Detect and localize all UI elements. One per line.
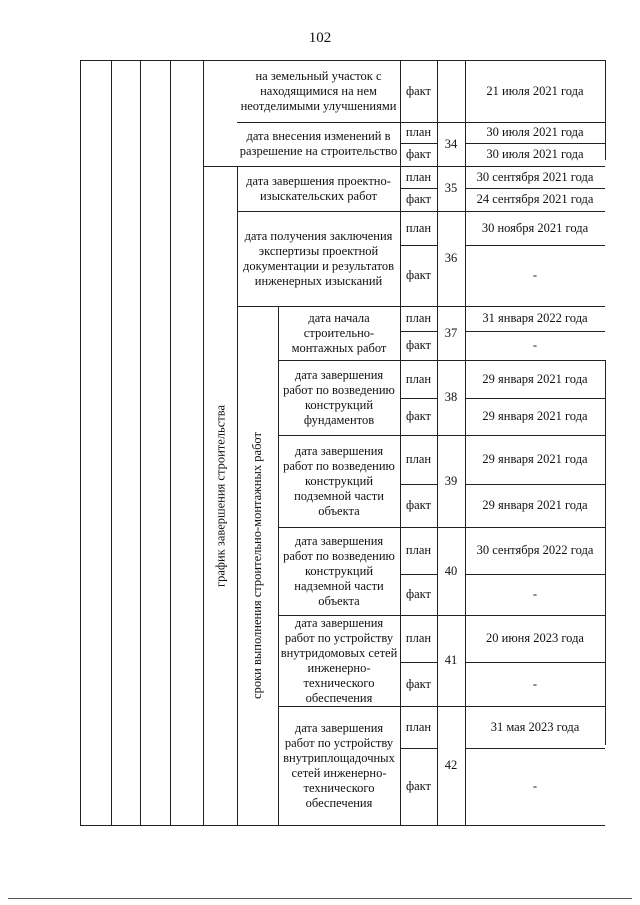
entry-type: план xyxy=(405,631,432,645)
entry-value: 30 июля 2021 года xyxy=(486,125,584,139)
row-label: дата завершения работ по устройству внутриплощадочных сетей инженерно-технического обеспечения xyxy=(283,720,395,810)
entry-value: 30 сентября 2022 года xyxy=(476,543,594,557)
entry-type: факт xyxy=(405,338,432,352)
bottom-rule xyxy=(8,898,632,899)
entry-value: 24 сентября 2021 года xyxy=(476,192,594,206)
entry-value: 30 сентября 2021 года xyxy=(476,169,594,184)
row-number xyxy=(437,60,465,122)
entry-value: 21 июля 2021 года xyxy=(486,83,584,98)
entry-type: факт xyxy=(405,192,432,206)
row-number: 42 xyxy=(444,758,458,772)
entry-type: факт xyxy=(405,147,432,161)
entry-type: факт xyxy=(405,587,432,601)
entry-type: факт xyxy=(405,676,432,691)
row-number: 40 xyxy=(444,563,458,578)
entry-value: 30 июля 2021 года xyxy=(486,147,584,161)
row-label: дата получения заключения экспертизы проектной документации и результатов инженерных изысканий xyxy=(243,228,394,288)
row-border xyxy=(278,825,605,826)
entry-type: план xyxy=(405,452,432,466)
table-vline xyxy=(605,360,606,745)
row-number: 39 xyxy=(444,473,458,488)
entry-value: 29 января 2021 года xyxy=(482,452,588,466)
entry-type: план xyxy=(405,543,432,557)
page-number: 102 xyxy=(308,30,332,46)
entry-value: - xyxy=(532,779,538,793)
row-number: 37 xyxy=(444,325,458,340)
table-vline xyxy=(170,60,171,825)
entry-value: - xyxy=(532,587,538,601)
row-label: дата завершения работ по устройству внутридомовых сетей инженерно-технического обеспечения xyxy=(280,615,398,705)
group-label-inner: сроки выполнения строительно-монтажных работ xyxy=(250,432,264,699)
row-number: 35 xyxy=(444,181,458,195)
entry-value: 31 мая 2023 года xyxy=(490,719,580,734)
row-number: 36 xyxy=(444,251,458,265)
table-vline xyxy=(80,60,81,825)
entry-value: 29 января 2021 года xyxy=(482,409,588,423)
row-label: дата завершения работ по возведению конструкций фундаментов xyxy=(283,367,395,427)
row-label: дата завершения работ по возведению конструкций надземной части объекта xyxy=(283,533,395,608)
row-label: дата завершения работ по возведению конструкций подземной части объекта xyxy=(283,443,395,518)
entry-type: план xyxy=(405,169,432,184)
entry-type: факт xyxy=(405,779,432,793)
entry-value: 20 июня 2023 года xyxy=(486,631,584,645)
table-vline xyxy=(140,60,141,825)
row-label: дата начала строительно-монтажных работ xyxy=(291,310,387,355)
entry-type: факт xyxy=(405,83,432,98)
entry-value: - xyxy=(532,338,538,352)
row-number: 38 xyxy=(444,390,458,404)
group-label-outer: график завершения строительства xyxy=(212,404,227,587)
table-vline xyxy=(605,60,606,160)
entry-type: план xyxy=(405,220,432,235)
row-number: 41 xyxy=(444,653,458,667)
entry-type: факт xyxy=(405,498,432,512)
entry-type: факт xyxy=(405,409,432,423)
row-label: на земельный участок с находящимися на нем неотделимыми улучшениями xyxy=(240,68,397,113)
entry-value: 29 января 2021 года xyxy=(482,498,588,512)
row-number: 34 xyxy=(444,136,458,151)
entry-value: 29 января 2021 года xyxy=(482,371,588,386)
entry-type: план xyxy=(405,125,432,139)
row-label: дата внесения изменений в разрешение на строительство xyxy=(239,129,398,158)
entry-value: - xyxy=(532,676,538,691)
entry-value: 30 ноября 2021 года xyxy=(481,220,589,235)
entry-value: - xyxy=(532,268,538,282)
entry-type: план xyxy=(405,311,432,325)
table-vline xyxy=(111,60,112,825)
entry-type: план xyxy=(405,371,432,386)
entry-type: факт xyxy=(405,268,432,282)
entry-type: план xyxy=(405,719,432,734)
entry-value: 31 января 2022 года xyxy=(482,311,588,325)
row-label: дата завершения проектно-изыскательских работ xyxy=(246,173,391,203)
